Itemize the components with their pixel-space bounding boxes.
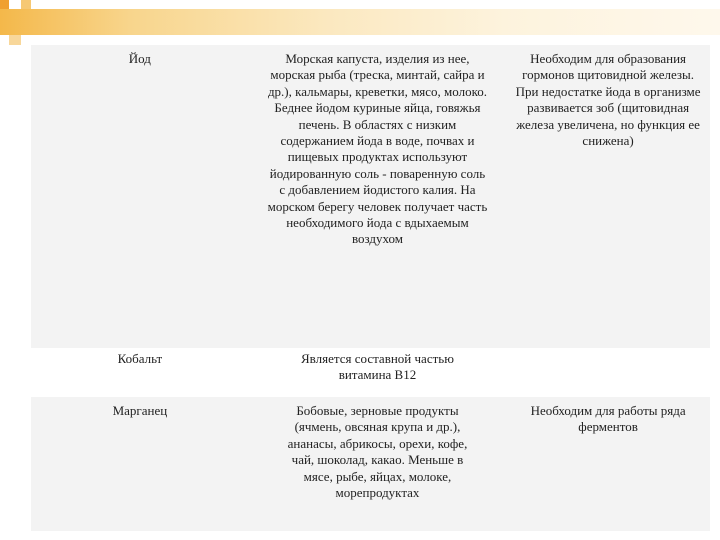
element-name: Марганец bbox=[112, 403, 168, 418]
sources-text: Морская капуста, изделия из нее, морская рыба (треска, минтай, сайра и др.), кальмары, креветки, мясо, молоко. Беднее йодом куриные яйца, говяжья печень. В областях с низким содержанием йода в воде, почвах и пищевых продуктах используют йодированную соль - поваренную соль с добавлением йодистого калия. На морском берегу человек получает часть необходимого йода с вдыхаемым воздухом bbox=[267, 51, 488, 247]
element-cell bbox=[31, 45, 249, 348]
function-text: Необходим для образования гормонов щитовидной железы. При недостатке йода в организме развивается зоб (щитовидная железа увеличена, но функция ее снижена) bbox=[515, 51, 701, 149]
function-cell bbox=[506, 348, 710, 397]
table-row bbox=[31, 348, 710, 397]
element-name: Йод bbox=[128, 51, 151, 66]
function-cell bbox=[506, 397, 710, 531]
sources-cell bbox=[249, 45, 506, 348]
header-bar bbox=[0, 9, 720, 35]
function-cell bbox=[506, 45, 710, 348]
microelements-table bbox=[31, 45, 710, 531]
sources-text: Является составной частью витамина B12 bbox=[301, 351, 454, 383]
function-text: Необходим для работы ряда ферментов bbox=[530, 403, 686, 435]
deco-square bbox=[0, 0, 9, 9]
element-cell bbox=[31, 348, 249, 397]
sources-cell bbox=[249, 397, 506, 531]
element-name: Кобальт bbox=[117, 351, 163, 366]
sources-cell bbox=[249, 348, 506, 397]
element-cell bbox=[31, 397, 249, 531]
deco-square bbox=[21, 0, 31, 9]
sources-text: Бобовые, зерновые продукты (ячмень, овсяная крупа и др.), ананасы, абрикосы, орехи, кофе, чай, шоколад, какао. Меньше в мясе, рыбе, яйцах, молоке, морепродуктах bbox=[287, 403, 468, 501]
table-row bbox=[31, 45, 710, 348]
table-row bbox=[31, 397, 710, 531]
